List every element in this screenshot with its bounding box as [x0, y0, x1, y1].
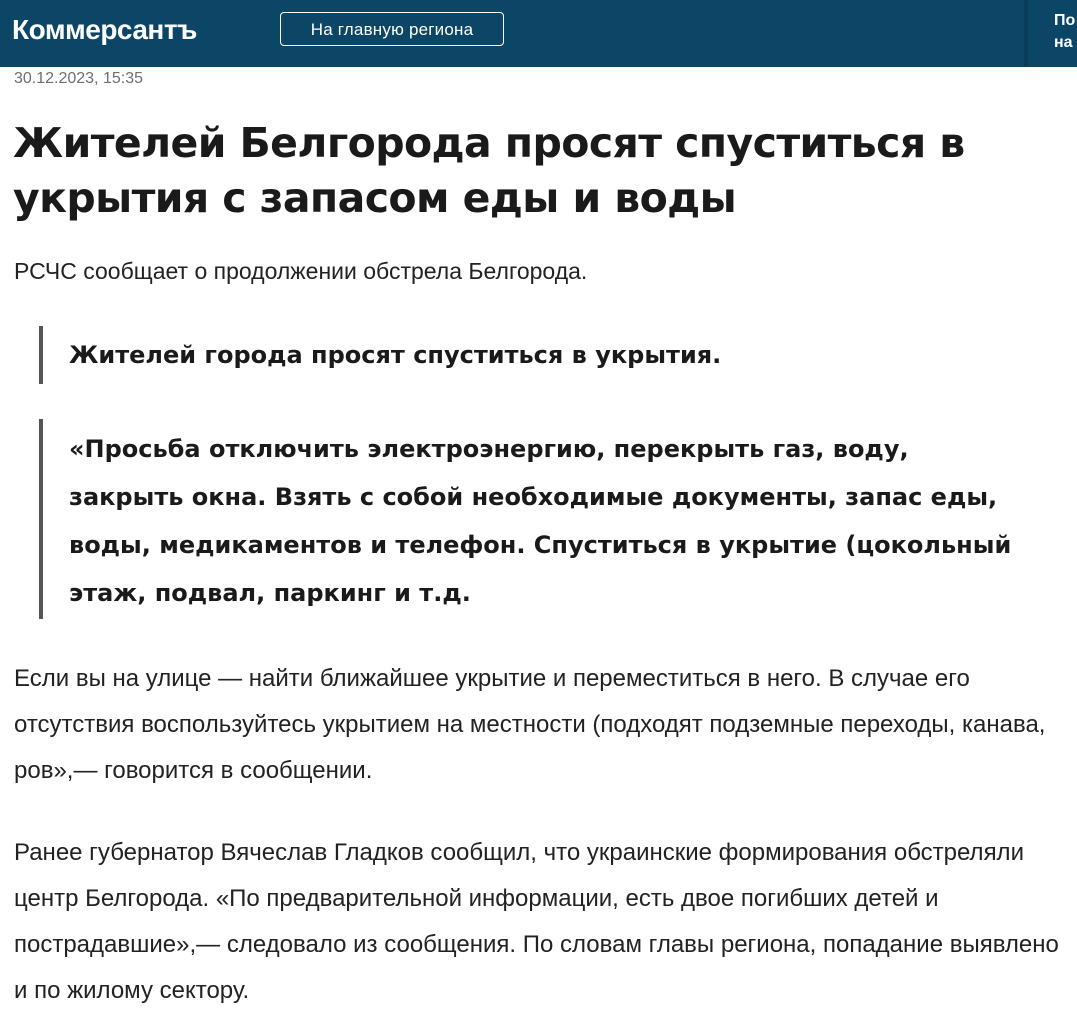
header-divider	[1024, 0, 1028, 67]
article-date: 30.12.2023, 15:35	[14, 70, 144, 87]
article-paragraph: Ранее губернатор Вячеслав Гладков сообщил, что украинские формирования обстреляли центр Белгорода. «По предварительной информации, есть двое погибших детей и пострадавшие»,— следовало из сообщения. По словам главы региона, попадание выявлено и по жилому сектору.	[14, 839, 1059, 1004]
article-title: Жителей Белгорода просят спуститься в укрытия с запасом еды и воды	[13, 119, 965, 222]
site-header	[0, 0, 1077, 67]
article-lead: РСЧС сообщает о продолжении обстрела Белгорода.	[14, 258, 588, 284]
region-home-button[interactable]: На главную региона	[280, 12, 504, 46]
header-cut-text: По на	[1054, 12, 1076, 51]
header-cut-link[interactable]	[1054, 10, 1077, 54]
article-paragraph: Если вы на улице — найти ближайшее укрытие и переместиться в него. В случае его отсутствия воспользуйтесь укрытием на местности (подходят подземные переходы, канава, ров»,— говорится в сообщении.	[14, 665, 1046, 784]
blockquote-instructions: «Просьба отключить электроэнергию, перекрыть газ, воду, закрыть окна. Взять с собой необходимые документы, запас еды, воды, медикаментов и телефон. Спуститься в укрытие (цокольный этаж, подвал, паркинг и т.д.	[39, 419, 1024, 619]
blockquote-shelter: Жителей города просят спуститься в укрытия.	[39, 326, 939, 384]
site-logo[interactable]: Коммерсантъ	[12, 14, 197, 45]
